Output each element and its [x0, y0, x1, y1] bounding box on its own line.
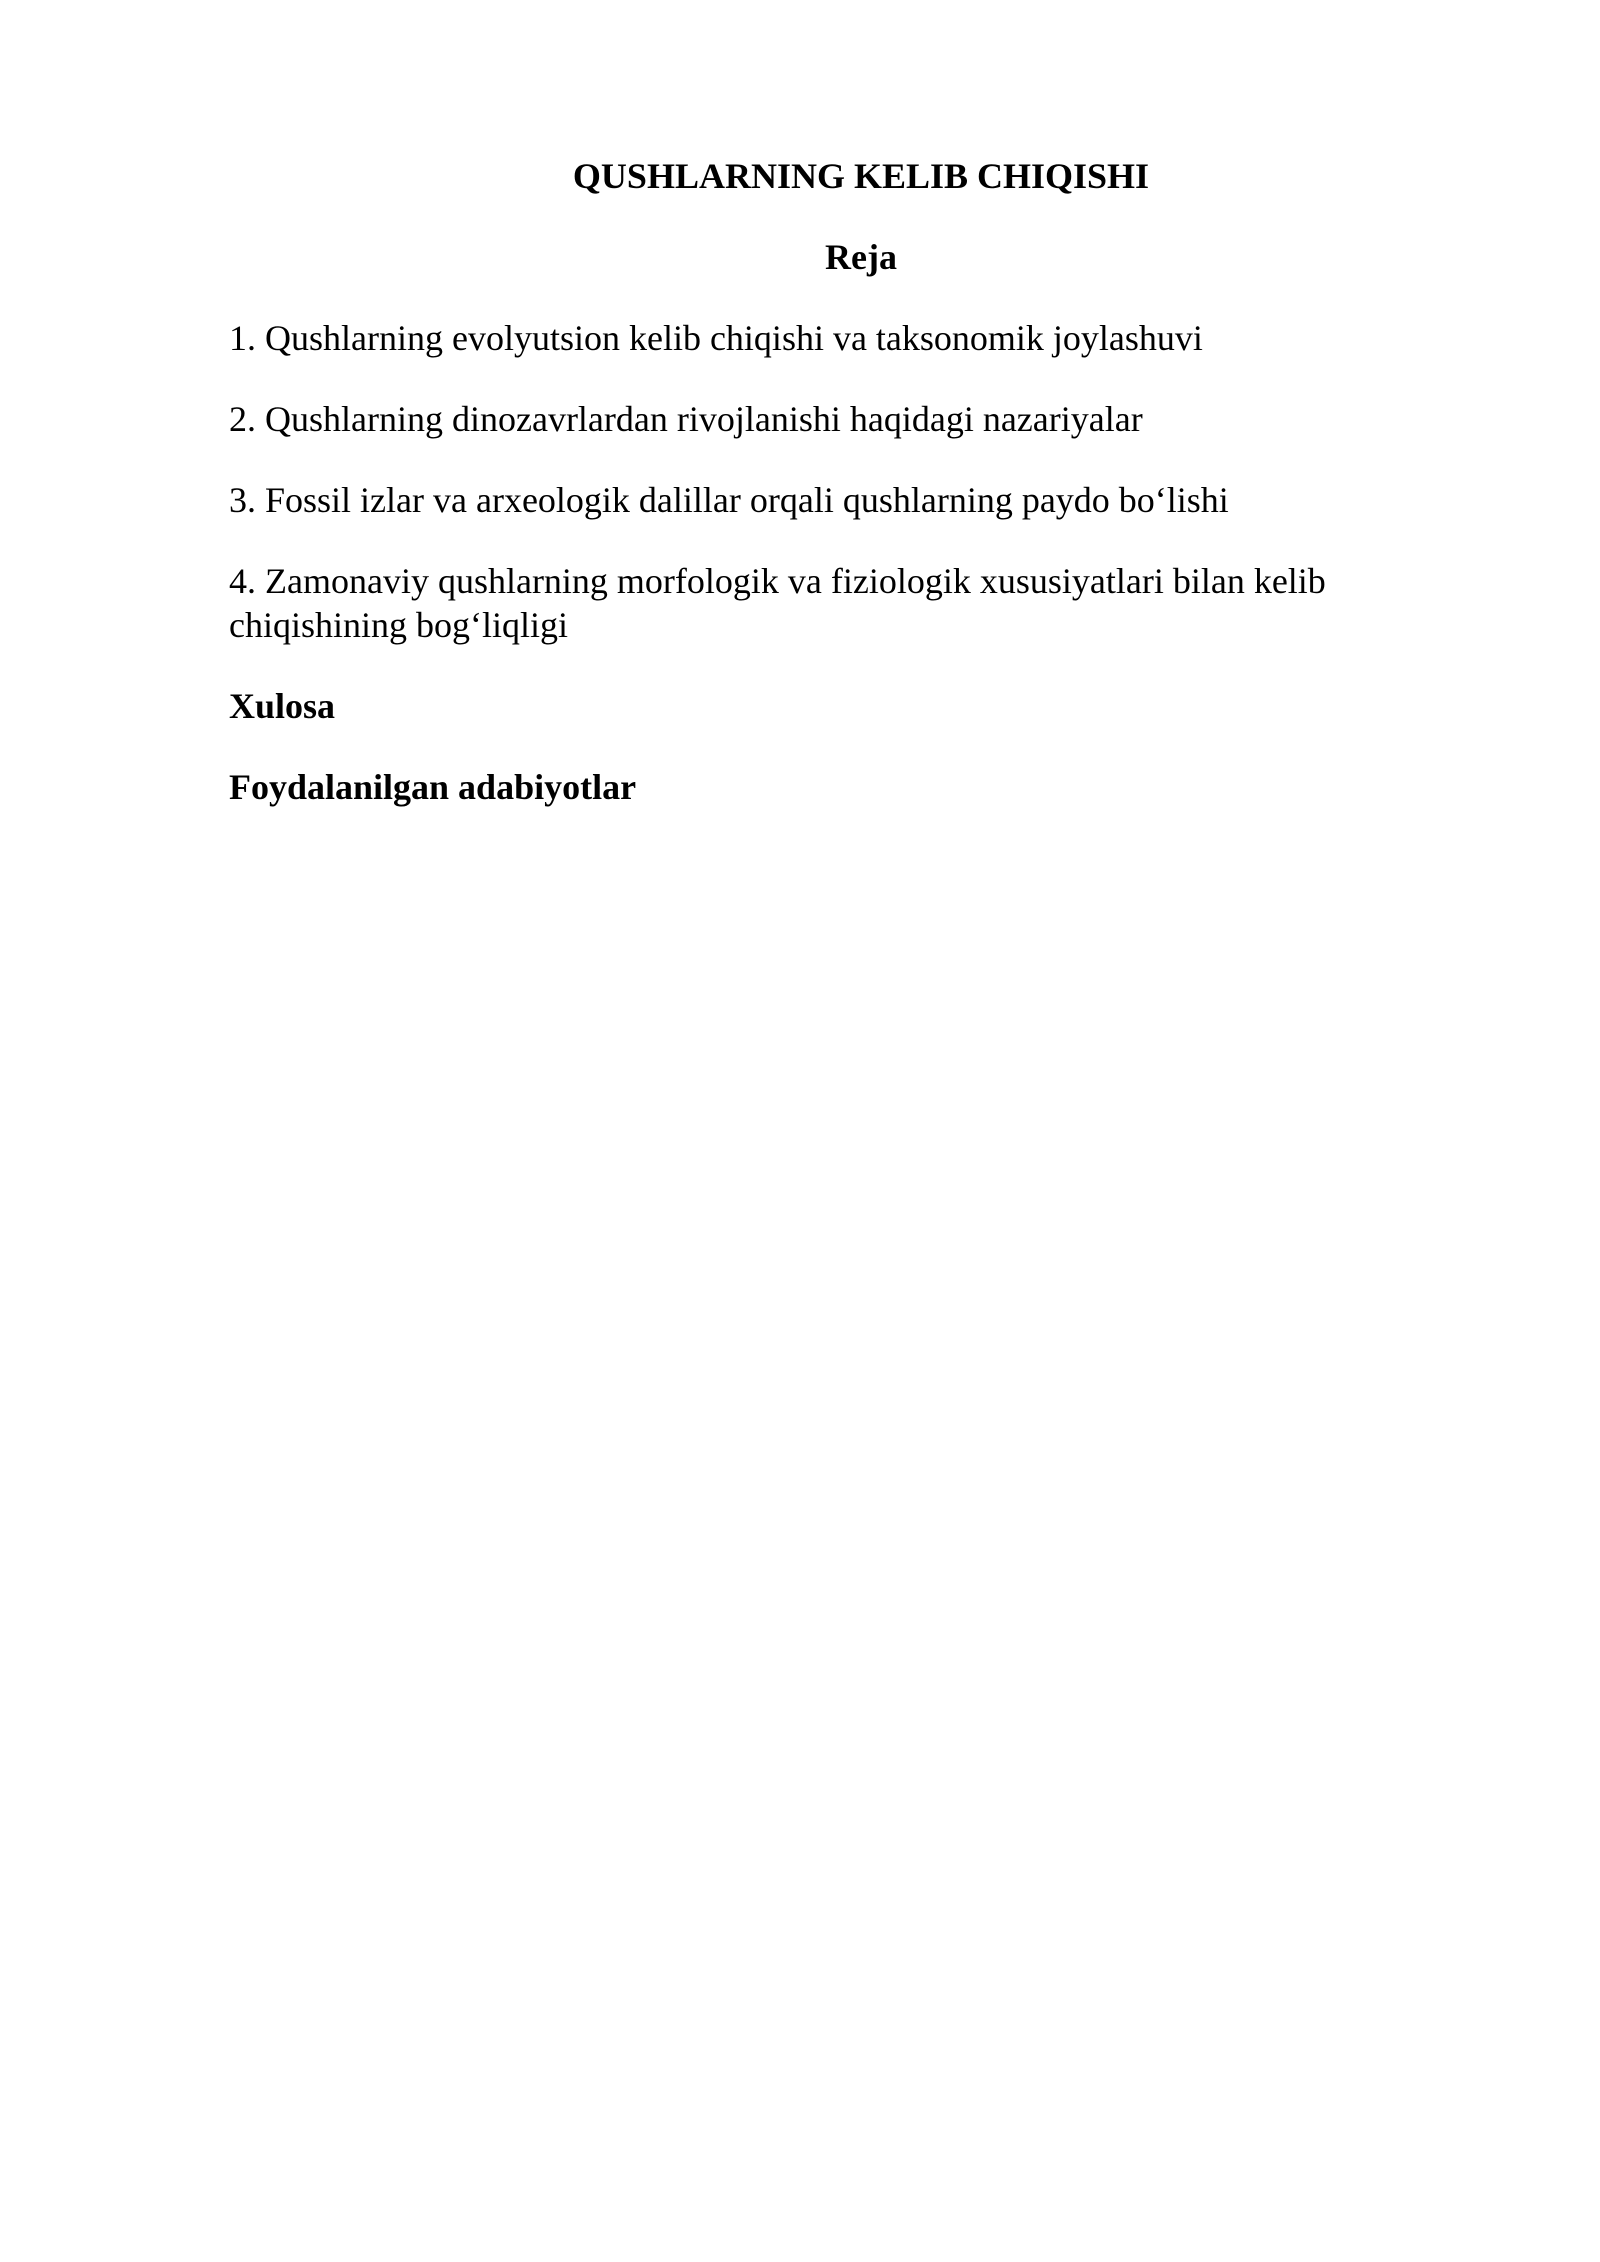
- references-heading: Foydalanilgan adabiyotlar: [229, 767, 637, 807]
- document-title: QUSHLARNING KELIB CHIQISHI: [572, 156, 1150, 196]
- plan-item-4-line-2: chiqishining bog‘liqligi: [229, 605, 568, 645]
- plan-item-4: [229, 559, 1389, 647]
- plan-item-2: 2. Qushlarning dinozavrlardan rivojlanishi haqidagi nazariyalar: [229, 399, 1143, 439]
- plan-item-1: 1. Qushlarning evolyutsion kelib chiqishi va taksonomik joylashuvi: [229, 318, 1203, 358]
- plan-item-3: 3. Fossil izlar va arxeologik dalillar orqali qushlarning paydo bo‘lishi: [229, 480, 1229, 520]
- conclusion-heading: Xulosa: [229, 686, 336, 726]
- plan-heading: Reja: [825, 237, 897, 277]
- plan-item-4-line-1: 4. Zamonaviy qushlarning morfologik va fiziologik xususiyatlari bilan kelib: [229, 561, 1326, 601]
